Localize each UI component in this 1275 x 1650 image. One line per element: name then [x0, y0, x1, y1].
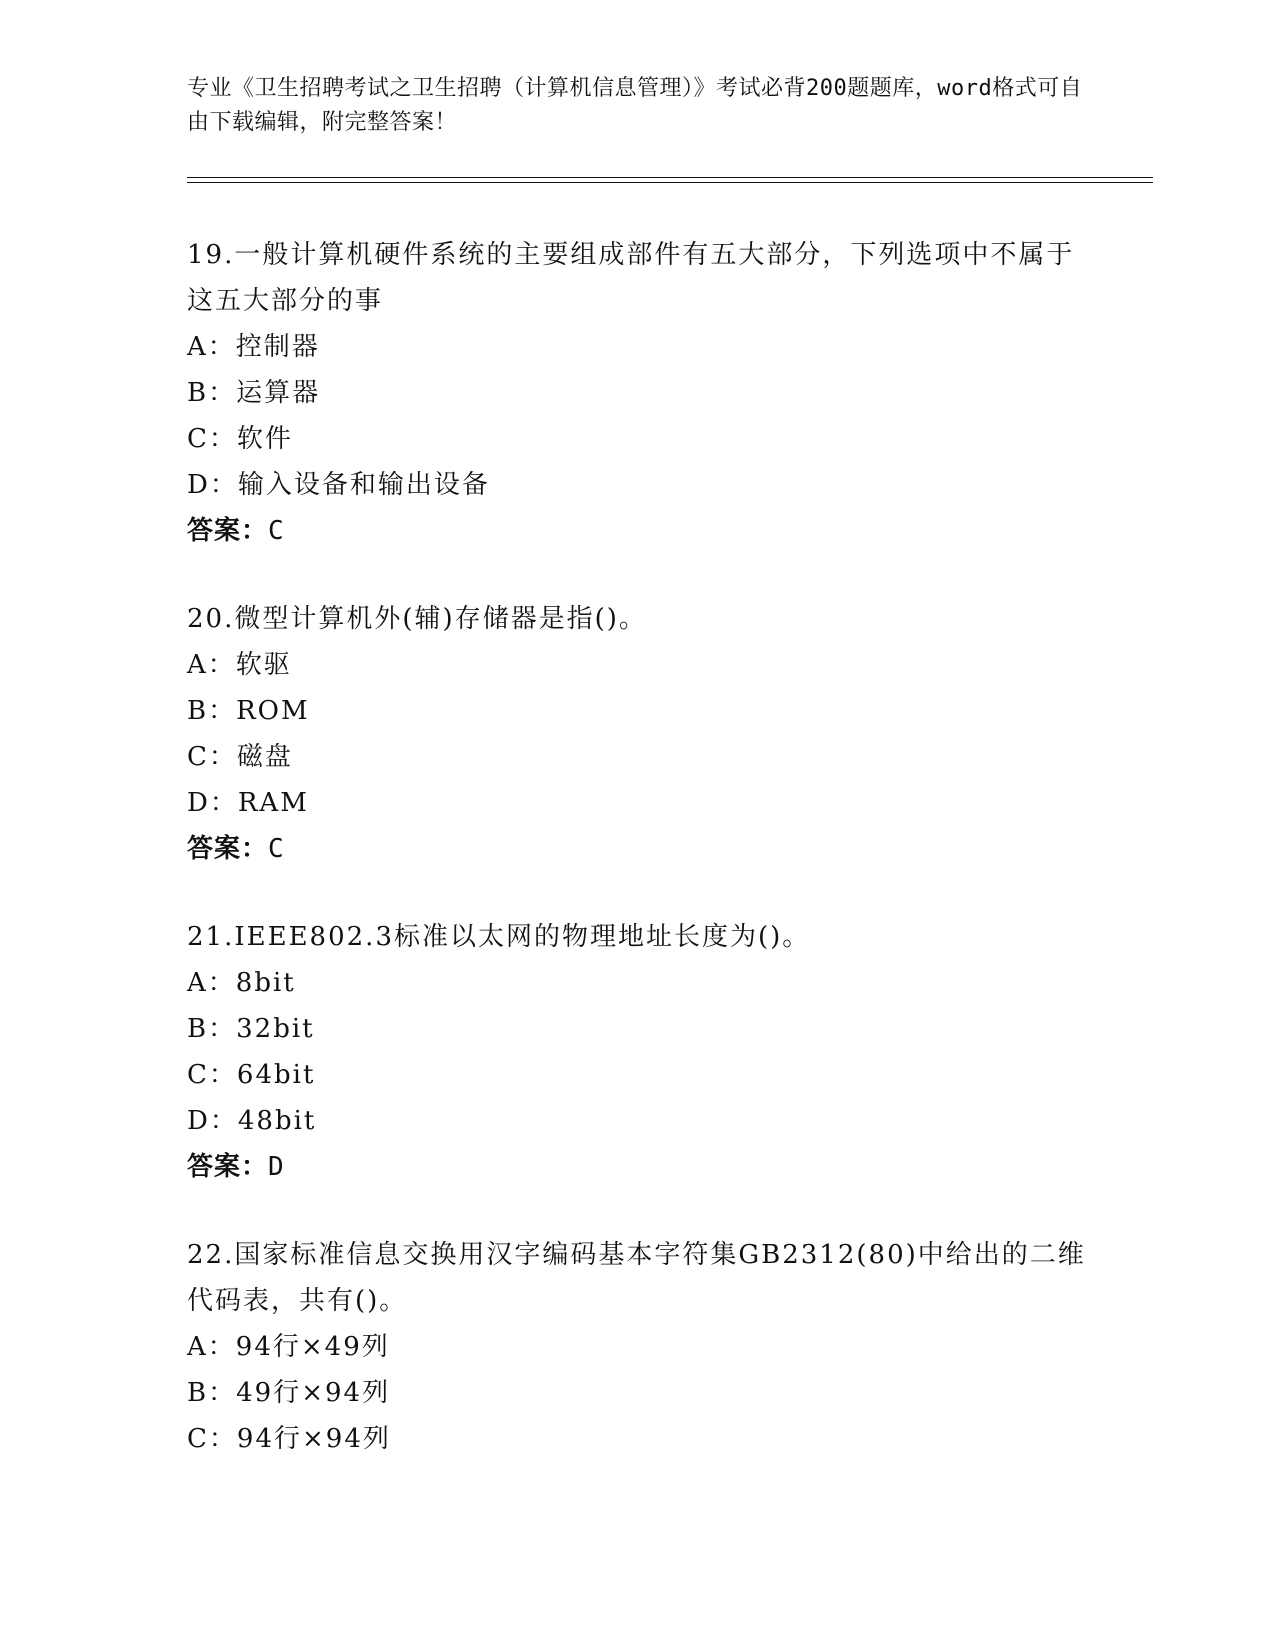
option-letter: C：: [187, 424, 237, 454]
option-text: ROM: [236, 696, 310, 726]
option-letter: D：: [187, 1106, 238, 1136]
option-letter: A：: [187, 1332, 236, 1362]
option-d: [187, 780, 1087, 826]
answer-label: 答案：: [187, 1152, 269, 1182]
answer-line: [187, 508, 1087, 554]
question-21: [187, 914, 1087, 1190]
option-b: [187, 1370, 1087, 1416]
header-divider-bottom: [187, 182, 1153, 183]
question-19: [187, 232, 1087, 554]
option-text: 控制器: [235, 332, 320, 362]
answer-label: 答案：: [187, 516, 269, 546]
answer-value: C: [268, 516, 285, 546]
option-text: 8bit: [235, 968, 296, 998]
option-a: [187, 642, 1087, 688]
option-letter: C：: [187, 1424, 237, 1454]
option-b: [187, 1006, 1087, 1052]
document-header: 专业《卫生招聘考试之卫生招聘（计算机信息管理）》考试必背200题题库，word格式可自由下载编辑，附完整答案！: [187, 76, 1083, 135]
option-letter: A：: [187, 650, 236, 680]
option-text: 32bit: [236, 1014, 315, 1044]
option-letter: A：: [187, 968, 236, 998]
option-letter: B：: [187, 696, 237, 726]
option-text: 94行×94列: [236, 1424, 391, 1454]
question-stem: 19.一般计算机硬件系统的主要组成部件有五大部分，下列选项中不属于这五大部分的事: [187, 240, 1075, 316]
option-text: 49行×94列: [236, 1378, 391, 1408]
option-text: 磁盘: [236, 742, 293, 772]
option-text: RAM: [237, 788, 309, 818]
answer-value: C: [268, 834, 285, 864]
option-b: [187, 688, 1087, 734]
answer-line: [187, 826, 1087, 872]
option-text: 输入设备和输出设备: [237, 470, 490, 500]
option-letter: D：: [187, 788, 238, 818]
option-letter: B：: [187, 1378, 237, 1408]
option-a: [187, 960, 1087, 1006]
option-letter: B：: [187, 1014, 237, 1044]
answer-value: D: [268, 1152, 285, 1182]
question-20: [187, 596, 1087, 872]
option-d: [187, 462, 1087, 508]
option-letter: D：: [187, 470, 238, 500]
option-text: 64bit: [236, 1060, 316, 1090]
question-list: [187, 232, 1087, 1504]
option-a: [187, 324, 1087, 370]
question-stem: 22.国家标准信息交换用汉字编码基本字符集GB2312(80)中给出的二维代码表，共有()。: [187, 1240, 1086, 1316]
option-c: [187, 1052, 1087, 1098]
option-letter: C：: [187, 742, 237, 772]
option-c: [187, 1416, 1087, 1462]
option-c: [187, 734, 1087, 780]
question-stem: 20.微型计算机外(辅)存储器是指()。: [187, 604, 647, 634]
option-b: [187, 370, 1087, 416]
option-text: 94行×49列: [235, 1332, 390, 1362]
option-a: [187, 1324, 1087, 1370]
answer-label: 答案：: [187, 834, 269, 864]
option-d: [187, 1098, 1087, 1144]
option-text: 软驱: [235, 650, 292, 680]
question-22: [187, 1232, 1087, 1462]
answer-line: [187, 1144, 1087, 1190]
option-letter: A：: [187, 332, 236, 362]
option-text: 48bit: [237, 1106, 317, 1136]
option-text: 软件: [236, 424, 293, 454]
header-divider-top: [187, 177, 1153, 178]
question-stem: 21.IEEE802.3标准以太网的物理地址长度为()。: [187, 922, 811, 952]
option-text: 运算器: [236, 378, 321, 408]
option-letter: C：: [187, 1060, 237, 1090]
option-letter: B：: [187, 378, 237, 408]
option-c: [187, 416, 1087, 462]
